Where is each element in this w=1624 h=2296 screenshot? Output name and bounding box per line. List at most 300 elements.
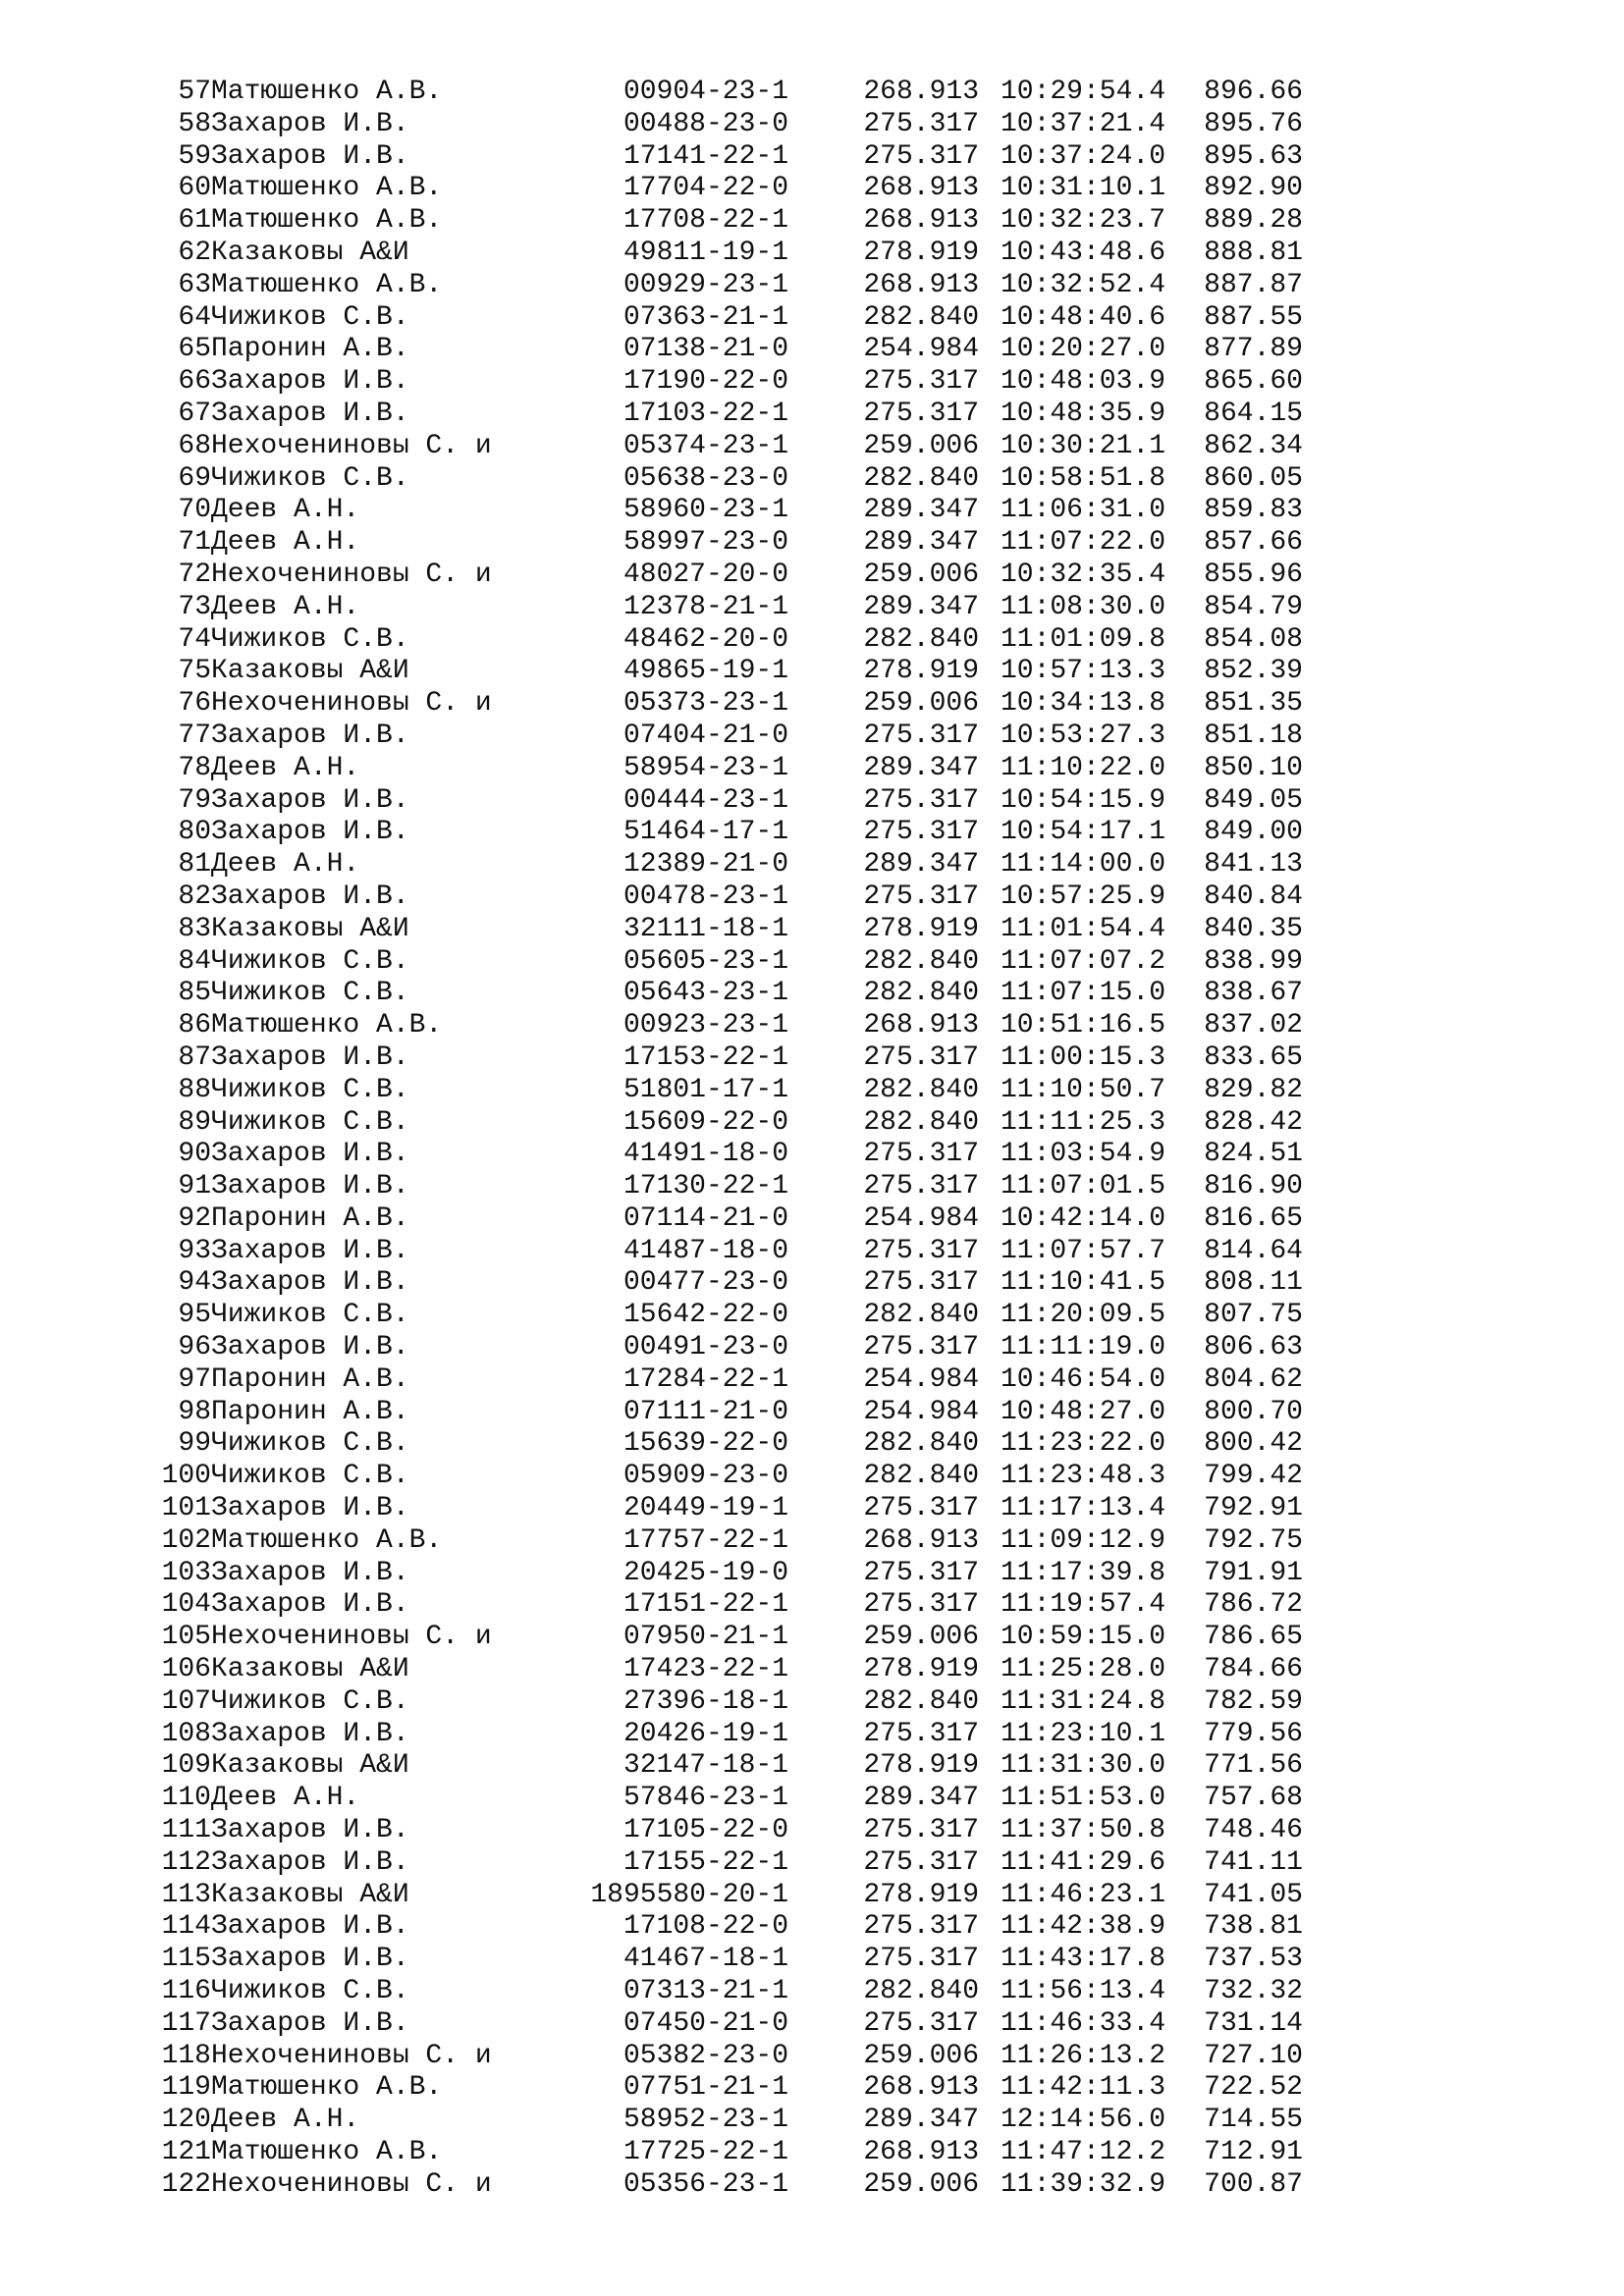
place-cell: 89 [178, 1106, 211, 1138]
speed-cell: 800.70 [1204, 1396, 1303, 1427]
arrival-time-cell: 11:11:25.3 [1000, 1106, 1165, 1138]
speed-cell: 840.35 [1204, 913, 1303, 944]
arrival-time-cell: 10:53:27.3 [1000, 720, 1165, 751]
arrival-time-cell: 11:46:23.1 [1000, 1879, 1165, 1910]
arrival-time-cell: 11:07:57.7 [1000, 1235, 1165, 1266]
owner-name-cell: Захаров И.В. [211, 108, 409, 139]
speed-cell: 816.65 [1204, 1202, 1303, 1234]
arrival-time-cell: 11:10:41.5 [1000, 1267, 1165, 1299]
table-row [133, 688, 1303, 721]
table-row [133, 366, 1303, 399]
table-row [133, 1911, 1303, 1944]
ring-number-cell: 07450-21-0 [623, 2007, 788, 2039]
table-row [133, 205, 1303, 238]
place-cell: 90 [178, 1139, 211, 1170]
table-row [133, 1364, 1303, 1397]
distance-cell: 254.984 [863, 1363, 979, 1395]
arrival-time-cell: 10:42:14.0 [1000, 1202, 1165, 1234]
table-row [133, 1267, 1303, 1300]
owner-name-cell: Казаковы А&И [211, 1654, 409, 1685]
owner-name-cell: Захаров И.В. [211, 1267, 409, 1299]
distance-cell: 282.840 [863, 1976, 979, 2007]
table-row [133, 1815, 1303, 1847]
speed-cell: 829.82 [1204, 1074, 1303, 1105]
owner-name-cell: Чижиков С.В. [211, 978, 409, 1009]
speed-cell: 854.79 [1204, 591, 1303, 622]
place-cell: 76 [178, 688, 211, 720]
owner-name-cell: Казаковы А&И [211, 1750, 409, 1782]
place-cell: 79 [178, 784, 211, 816]
distance-cell: 275.317 [863, 1589, 979, 1621]
arrival-time-cell: 10:54:15.9 [1000, 784, 1165, 816]
place-cell: 64 [178, 301, 211, 333]
owner-name-cell: Чижиков С.В. [211, 945, 409, 977]
place-cell: 111 [161, 1815, 211, 1846]
ring-number-cell: 17151-22-1 [623, 1589, 788, 1621]
place-cell: 121 [161, 2137, 211, 2167]
ring-number-cell: 05374-23-1 [623, 430, 788, 461]
speed-cell: 838.99 [1204, 945, 1303, 977]
speed-cell: 804.62 [1204, 1363, 1303, 1395]
ring-number-cell: 05373-23-1 [623, 688, 788, 720]
speed-cell: 792.91 [1204, 1493, 1303, 1524]
speed-cell: 892.90 [1204, 173, 1303, 204]
arrival-time-cell: 11:10:50.7 [1000, 1074, 1165, 1105]
table-row [133, 849, 1303, 881]
table-row [133, 463, 1303, 496]
ring-number-cell: 15639-22-0 [623, 1428, 788, 1460]
distance-cell: 282.840 [863, 623, 979, 655]
table-row [133, 1944, 1303, 1976]
speed-cell: 888.81 [1204, 237, 1303, 268]
speed-cell: 889.28 [1204, 205, 1303, 237]
owner-name-cell: Нехочениновы С. и [211, 559, 492, 590]
distance-cell: 254.984 [863, 1396, 979, 1427]
table-row [133, 656, 1303, 688]
place-cell: 75 [178, 656, 211, 687]
arrival-time-cell: 10:59:15.0 [1000, 1622, 1165, 1653]
place-cell: 100 [161, 1461, 211, 1492]
ring-number-cell: 58952-23-1 [623, 2105, 788, 2136]
owner-name-cell: Захаров И.В. [211, 720, 409, 751]
arrival-time-cell: 10:32:52.4 [1000, 269, 1165, 300]
place-cell: 118 [161, 2040, 211, 2071]
owner-name-cell: Нехочениновы С. и [211, 2040, 492, 2071]
owner-name-cell: Чижиков С.В. [211, 623, 409, 655]
arrival-time-cell: 10:48:40.6 [1000, 301, 1165, 333]
distance-cell: 289.347 [863, 2105, 979, 2136]
ring-number-cell: 05643-23-1 [623, 978, 788, 1009]
ring-number-cell: 07950-21-1 [623, 1622, 788, 1653]
speed-cell: 784.66 [1204, 1654, 1303, 1685]
table-row [133, 721, 1303, 753]
owner-name-cell: Паронин А.В. [211, 334, 409, 365]
distance-cell: 282.840 [863, 1300, 979, 1331]
ring-number-cell: 17155-22-1 [623, 1846, 788, 1878]
owner-name-cell: Чижиков С.В. [211, 1976, 409, 2007]
ring-number-cell: 58954-23-1 [623, 752, 788, 783]
table-row [133, 1719, 1303, 1751]
ring-number-cell: 00477-23-0 [623, 1267, 788, 1299]
place-cell: 101 [161, 1493, 211, 1524]
place-cell: 115 [161, 1944, 211, 1975]
place-cell: 119 [161, 2072, 211, 2104]
table-row [133, 1493, 1303, 1525]
speed-cell: 732.32 [1204, 1976, 1303, 2007]
ring-number-cell: 20426-19-1 [623, 1718, 788, 1749]
arrival-time-cell: 10:29:54.4 [1000, 77, 1165, 107]
table-row [133, 495, 1303, 527]
table-row [133, 1847, 1303, 1880]
place-cell: 74 [178, 623, 211, 655]
table-row [133, 1622, 1303, 1654]
place-cell: 71 [178, 527, 211, 559]
place-cell: 70 [178, 495, 211, 526]
arrival-time-cell: 11:42:38.9 [1000, 1911, 1165, 1943]
distance-cell: 278.919 [863, 237, 979, 268]
speed-cell: 748.46 [1204, 1815, 1303, 1846]
place-cell: 96 [178, 1332, 211, 1363]
place-cell: 73 [178, 591, 211, 622]
speed-cell: 722.52 [1204, 2072, 1303, 2104]
speed-cell: 895.76 [1204, 108, 1303, 139]
distance-cell: 268.913 [863, 2137, 979, 2167]
owner-name-cell: Захаров И.В. [211, 1846, 409, 1878]
ring-number-cell: 00488-23-0 [623, 108, 788, 139]
distance-cell: 275.317 [863, 1944, 979, 1975]
owner-name-cell: Чижиков С.В. [211, 1428, 409, 1460]
arrival-time-cell: 11:11:19.0 [1000, 1332, 1165, 1363]
arrival-time-cell: 11:01:09.8 [1000, 623, 1165, 655]
owner-name-cell: Чижиков С.В. [211, 1461, 409, 1492]
distance-cell: 275.317 [863, 1557, 979, 1588]
owner-name-cell: Нехочениновы С. и [211, 430, 492, 461]
place-cell: 116 [161, 1976, 211, 2007]
ring-number-cell: 07111-21-0 [623, 1396, 788, 1427]
arrival-time-cell: 11:46:33.4 [1000, 2007, 1165, 2039]
table-row [133, 817, 1303, 849]
place-cell: 85 [178, 978, 211, 1009]
arrival-time-cell: 10:20:27.0 [1000, 334, 1165, 365]
ring-number-cell: 05356-23-1 [623, 2168, 788, 2200]
distance-cell: 275.317 [863, 108, 979, 139]
ring-number-cell: 17103-22-1 [623, 398, 788, 429]
table-row [133, 527, 1303, 560]
owner-name-cell: Захаров И.В. [211, 1815, 409, 1846]
distance-cell: 268.913 [863, 77, 979, 107]
owner-name-cell: Захаров И.В. [211, 1493, 409, 1524]
owner-name-cell: Чижиков С.В. [211, 301, 409, 333]
owner-name-cell: Захаров И.В. [211, 881, 409, 912]
ring-number-cell: 00478-23-1 [623, 881, 788, 912]
owner-name-cell: Чижиков С.В. [211, 462, 409, 494]
arrival-time-cell: 10:48:27.0 [1000, 1396, 1165, 1427]
table-row [133, 560, 1303, 592]
arrival-time-cell: 11:51:53.0 [1000, 1783, 1165, 1814]
arrival-time-cell: 11:17:39.8 [1000, 1557, 1165, 1588]
ring-number-cell: 51464-17-1 [623, 817, 788, 848]
place-cell: 114 [161, 1911, 211, 1943]
arrival-time-cell: 11:42:11.3 [1000, 2072, 1165, 2104]
distance-cell: 282.840 [863, 1106, 979, 1138]
ring-number-cell: 32111-18-1 [623, 913, 788, 944]
distance-cell: 275.317 [863, 1041, 979, 1073]
arrival-time-cell: 11:26:13.2 [1000, 2040, 1165, 2071]
speed-cell: 800.42 [1204, 1428, 1303, 1460]
place-cell: 66 [178, 366, 211, 398]
speed-cell: 887.55 [1204, 301, 1303, 333]
ring-number-cell: 27396-18-1 [623, 1685, 788, 1717]
place-cell: 99 [178, 1428, 211, 1460]
arrival-time-cell: 10:30:21.1 [1000, 430, 1165, 461]
ring-number-cell: 00929-23-1 [623, 269, 788, 300]
ring-number-cell: 49865-19-1 [623, 656, 788, 687]
arrival-time-cell: 11:41:29.6 [1000, 1846, 1165, 1878]
table-row [133, 785, 1303, 818]
speed-cell: 896.66 [1204, 77, 1303, 107]
ring-number-cell: 07363-21-1 [623, 301, 788, 333]
speed-cell: 862.34 [1204, 430, 1303, 461]
ring-number-cell: 17284-22-1 [623, 1363, 788, 1395]
arrival-time-cell: 11:07:15.0 [1000, 978, 1165, 1009]
arrival-time-cell: 11:39:32.9 [1000, 2168, 1165, 2200]
ring-number-cell: 17108-22-0 [623, 1911, 788, 1943]
speed-cell: 859.83 [1204, 495, 1303, 526]
arrival-time-cell: 11:14:00.0 [1000, 849, 1165, 881]
owner-name-cell: Матюшенко А.В. [211, 2072, 443, 2104]
owner-name-cell: Деев А.Н. [211, 2105, 360, 2136]
table-row [133, 1236, 1303, 1268]
place-cell: 65 [178, 334, 211, 365]
place-cell: 87 [178, 1041, 211, 1073]
place-cell: 102 [161, 1524, 211, 1556]
table-row [133, 1461, 1303, 1493]
distance-cell: 275.317 [863, 366, 979, 398]
ring-number-cell: 20425-19-0 [623, 1557, 788, 1588]
table-row [133, 238, 1303, 270]
place-cell: 104 [161, 1589, 211, 1621]
arrival-time-cell: 10:51:16.5 [1000, 1010, 1165, 1041]
place-cell: 84 [178, 945, 211, 977]
place-cell: 69 [178, 462, 211, 494]
owner-name-cell: Казаковы А&И [211, 656, 409, 687]
arrival-time-cell: 11:43:17.8 [1000, 1944, 1165, 1975]
owner-name-cell: Деев А.Н. [211, 1783, 360, 1814]
arrival-time-cell: 11:23:48.3 [1000, 1461, 1165, 1492]
owner-name-cell: Захаров И.В. [211, 2007, 409, 2039]
speed-cell: 824.51 [1204, 1139, 1303, 1170]
speed-cell: 857.66 [1204, 527, 1303, 559]
arrival-time-cell: 11:47:12.2 [1000, 2137, 1165, 2167]
place-cell: 78 [178, 752, 211, 783]
distance-cell: 275.317 [863, 817, 979, 848]
place-cell: 63 [178, 269, 211, 300]
owner-name-cell: Захаров И.В. [211, 1332, 409, 1363]
arrival-time-cell: 11:07:07.2 [1000, 945, 1165, 977]
speed-cell: 850.10 [1204, 752, 1303, 783]
results-body [133, 77, 1303, 2202]
table-row [133, 2137, 1303, 2169]
speed-cell: 851.18 [1204, 720, 1303, 751]
speed-cell: 816.90 [1204, 1171, 1303, 1202]
table-row [133, 270, 1303, 302]
table-row [133, 2008, 1303, 2041]
speed-cell: 792.75 [1204, 1524, 1303, 1556]
ring-number-cell: 49811-19-1 [623, 237, 788, 268]
place-cell: 91 [178, 1171, 211, 1202]
arrival-time-cell: 11:09:12.9 [1000, 1524, 1165, 1556]
ring-number-cell: 32147-18-1 [623, 1750, 788, 1782]
ring-number-cell: 07138-21-0 [623, 334, 788, 365]
arrival-time-cell: 11:07:22.0 [1000, 527, 1165, 559]
place-cell: 68 [178, 430, 211, 461]
owner-name-cell: Матюшенко А.В. [211, 1010, 443, 1041]
distance-cell: 268.913 [863, 173, 979, 204]
owner-name-cell: Нехочениновы С. и [211, 1622, 492, 1653]
table-row [133, 1428, 1303, 1461]
place-cell: 93 [178, 1235, 211, 1266]
distance-cell: 254.984 [863, 1202, 979, 1234]
owner-name-cell: Чижиков С.В. [211, 1300, 409, 1331]
speed-cell: 837.02 [1204, 1010, 1303, 1041]
arrival-time-cell: 10:34:13.8 [1000, 688, 1165, 720]
ring-number-cell: 17423-22-1 [623, 1654, 788, 1685]
speed-cell: 887.87 [1204, 269, 1303, 300]
speed-cell: 727.10 [1204, 2040, 1303, 2071]
distance-cell: 259.006 [863, 1622, 979, 1653]
speed-cell: 895.63 [1204, 140, 1303, 172]
distance-cell: 275.317 [863, 1267, 979, 1299]
table-row [133, 1300, 1303, 1332]
ring-number-cell: 07114-21-0 [623, 1202, 788, 1234]
arrival-time-cell: 10:58:51.8 [1000, 462, 1165, 494]
table-row [133, 1203, 1303, 1236]
speed-cell: 714.55 [1204, 2105, 1303, 2136]
arrival-time-cell: 10:57:25.9 [1000, 881, 1165, 912]
owner-name-cell: Паронин А.В. [211, 1202, 409, 1234]
distance-cell: 275.317 [863, 1171, 979, 1202]
ring-number-cell: 41467-18-1 [623, 1944, 788, 1975]
place-cell: 113 [161, 1879, 211, 1910]
speed-cell: 877.89 [1204, 334, 1303, 365]
distance-cell: 289.347 [863, 1783, 979, 1814]
distance-cell: 275.317 [863, 881, 979, 912]
owner-name-cell: Захаров И.В. [211, 1718, 409, 1749]
table-row [133, 914, 1303, 946]
place-cell: 57 [178, 77, 211, 107]
place-cell: 88 [178, 1074, 211, 1105]
place-cell: 103 [161, 1557, 211, 1588]
speed-cell: 786.65 [1204, 1622, 1303, 1653]
table-row [133, 881, 1303, 914]
speed-cell: 864.15 [1204, 398, 1303, 429]
ring-number-cell: 58997-23-0 [623, 527, 788, 559]
ring-number-cell: 12378-21-1 [623, 591, 788, 622]
table-row [133, 1880, 1303, 1912]
ring-number-cell: 12389-21-0 [623, 849, 788, 881]
table-row [133, 431, 1303, 463]
owner-name-cell: Деев А.Н. [211, 849, 360, 881]
speed-cell: 814.64 [1204, 1235, 1303, 1266]
table-row [133, 1139, 1303, 1171]
arrival-time-cell: 10:32:23.7 [1000, 205, 1165, 237]
speed-cell: 841.13 [1204, 849, 1303, 881]
place-cell: 92 [178, 1202, 211, 1234]
distance-cell: 268.913 [863, 205, 979, 237]
table-row [133, 1171, 1303, 1203]
distance-cell: 275.317 [863, 1911, 979, 1943]
ring-number-cell: 07313-21-1 [623, 1976, 788, 2007]
owner-name-cell: Матюшенко А.В. [211, 2137, 443, 2167]
ring-number-cell: 17141-22-1 [623, 140, 788, 172]
place-cell: 72 [178, 559, 211, 590]
distance-cell: 268.913 [863, 2072, 979, 2104]
ring-number-cell: 00904-23-1 [623, 77, 788, 107]
place-cell: 98 [178, 1396, 211, 1427]
owner-name-cell: Захаров И.В. [211, 1171, 409, 1202]
table-row [133, 1332, 1303, 1364]
place-cell: 109 [161, 1750, 211, 1782]
distance-cell: 268.913 [863, 269, 979, 300]
distance-cell: 259.006 [863, 430, 979, 461]
speed-cell: 806.63 [1204, 1332, 1303, 1363]
place-cell: 112 [161, 1846, 211, 1878]
distance-cell: 278.919 [863, 1879, 979, 1910]
place-cell: 86 [178, 1010, 211, 1041]
table-row [133, 1654, 1303, 1686]
ring-number-cell: 15609-22-0 [623, 1106, 788, 1138]
distance-cell: 275.317 [863, 1846, 979, 1878]
table-row [133, 302, 1303, 335]
distance-cell: 275.317 [863, 1332, 979, 1363]
distance-cell: 282.840 [863, 301, 979, 333]
place-cell: 83 [178, 913, 211, 944]
table-row [133, 2169, 1303, 2202]
distance-cell: 282.840 [863, 1685, 979, 1717]
owner-name-cell: Захаров И.В. [211, 1041, 409, 1073]
arrival-time-cell: 10:54:17.1 [1000, 817, 1165, 848]
ring-number-cell: 51801-17-1 [623, 1074, 788, 1105]
table-row [133, 1558, 1303, 1590]
ring-number-cell: 17704-22-0 [623, 173, 788, 204]
distance-cell: 275.317 [863, 1493, 979, 1524]
table-row [133, 2041, 1303, 2073]
ring-number-cell: 41491-18-0 [623, 1139, 788, 1170]
table-row [133, 1750, 1303, 1783]
owner-name-cell: Чижиков С.В. [211, 1685, 409, 1717]
ring-number-cell: 58960-23-1 [623, 495, 788, 526]
place-cell: 62 [178, 237, 211, 268]
distance-cell: 289.347 [863, 752, 979, 783]
distance-cell: 275.317 [863, 140, 979, 172]
ring-number-cell: 17190-22-0 [623, 366, 788, 398]
distance-cell: 254.984 [863, 334, 979, 365]
ring-number-cell: 17130-22-1 [623, 1171, 788, 1202]
ring-number-cell: 17153-22-1 [623, 1041, 788, 1073]
place-cell: 67 [178, 398, 211, 429]
place-cell: 82 [178, 881, 211, 912]
distance-cell: 278.919 [863, 913, 979, 944]
distance-cell: 275.317 [863, 784, 979, 816]
ring-number-cell: 41487-18-0 [623, 1235, 788, 1266]
place-cell: 95 [178, 1300, 211, 1331]
ring-number-cell: 57846-23-1 [623, 1783, 788, 1814]
owner-name-cell: Захаров И.В. [211, 1235, 409, 1266]
ring-number-cell: 05909-23-0 [623, 1461, 788, 1492]
place-cell: 58 [178, 108, 211, 139]
distance-cell: 275.317 [863, 1718, 979, 1749]
owner-name-cell: Захаров И.В. [211, 398, 409, 429]
